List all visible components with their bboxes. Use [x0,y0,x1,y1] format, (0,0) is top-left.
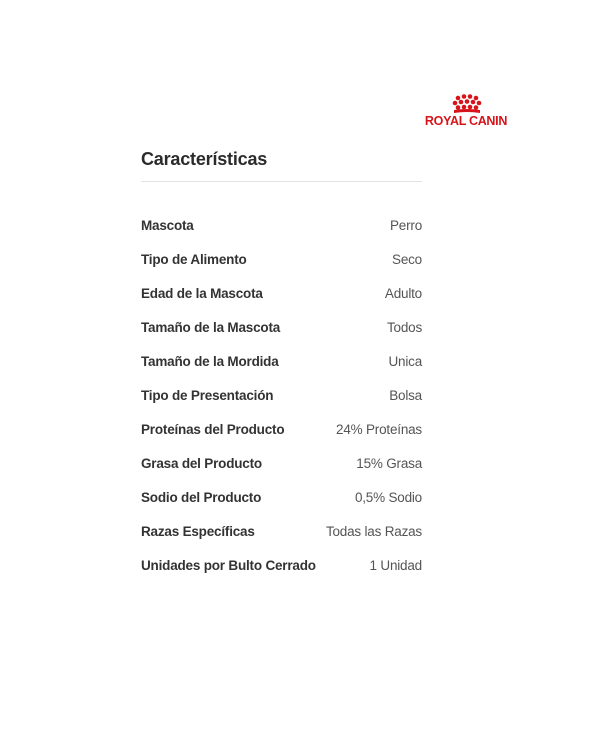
characteristic-row [141,514,422,548]
characteristic-value: 1 Unidad [369,557,422,573]
characteristic-label: Tamaño de la Mascota [141,319,281,335]
characteristic-label: Tamaño de la Mordida [141,353,279,369]
characteristic-label: Razas Específicas [141,523,255,539]
characteristic-row [141,412,422,446]
characteristic-label: Sodio del Producto [141,489,262,505]
characteristic-row [141,548,422,582]
characteristic-label: Tipo de Alimento [141,251,247,267]
characteristic-row [141,480,422,514]
characteristic-value: 0,5% Sodio [354,489,422,505]
characteristic-value: Perro [389,217,422,233]
characteristic-value: 24% Proteínas [336,421,422,437]
crown-icon [418,94,514,114]
characteristic-row [141,242,422,276]
characteristic-label: Edad de la Mascota [141,285,263,301]
characteristic-row [141,310,422,344]
characteristic-label: Mascota [141,217,194,233]
characteristic-row [141,276,422,310]
brand-logo [418,94,514,130]
characteristic-label: Unidades por Bulto Cerrado [141,557,316,573]
brand-logo-text: ROYAL CANIN [424,114,508,128]
characteristic-value: Adulto [384,285,422,301]
characteristic-label: Proteínas del Producto [141,421,285,437]
characteristic-row [141,344,422,378]
characteristic-row [141,446,422,480]
characteristics-panel [141,146,422,582]
characteristic-label: Grasa del Producto [141,455,262,471]
characteristic-value: Seco [392,251,422,267]
characteristic-value: Todas las Razas [325,523,422,539]
characteristic-row [141,378,422,412]
characteristic-label: Tipo de Presentación [141,387,274,403]
characteristics-list [141,208,422,582]
characteristic-value: 15% Grasa [356,455,422,471]
characteristic-value: Todos [386,319,422,335]
section-divider [141,181,422,182]
characteristic-value: Bolsa [389,387,422,403]
characteristic-value: Unica [388,353,422,369]
section-title: Características [141,149,268,169]
characteristic-row [141,208,422,242]
